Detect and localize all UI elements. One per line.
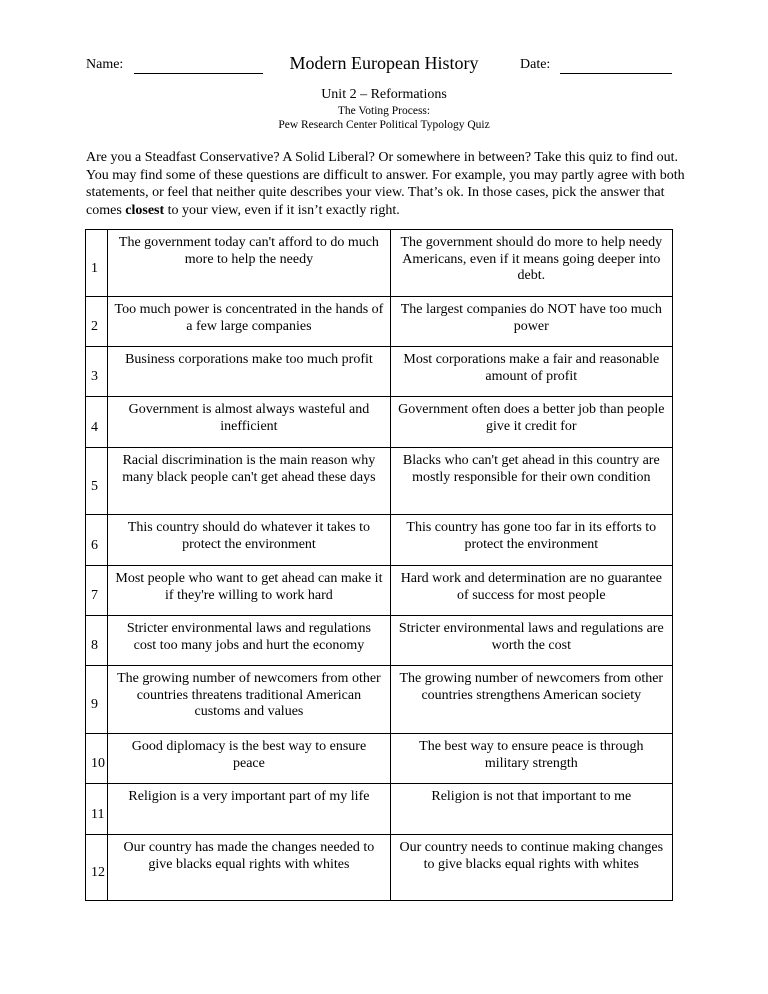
statement-a[interactable]: Most people who want to get ahead can make it if they're willing to work hard — [108, 566, 390, 616]
statement-b[interactable]: Blacks who can't get ahead in this country are mostly responsible for their own condition — [390, 448, 672, 515]
intro-paragraph — [86, 149, 690, 219]
question-number: 3 — [86, 347, 108, 397]
question-row — [86, 784, 673, 835]
subtitle-quiz-name: Pew Research Center Political Typology Quiz — [278, 119, 490, 131]
statement-b[interactable]: Hard work and determination are no guarantee of success for most people — [390, 566, 672, 616]
statement-a[interactable]: Stricter environmental laws and regulations cost too many jobs and hurt the economy — [108, 616, 390, 666]
date-label: Date: — [520, 57, 551, 72]
unit-heading: Unit 2 – Reformations — [321, 87, 447, 102]
question-row — [86, 448, 673, 515]
page-title: Modern European History — [289, 53, 479, 73]
statement-b[interactable]: Stricter environmental laws and regulations are worth the cost — [390, 616, 672, 666]
statement-a[interactable]: The government today can't afford to do much more to help the needy — [108, 230, 390, 297]
quiz-table — [85, 229, 673, 901]
question-number: 6 — [86, 515, 108, 566]
statement-b[interactable]: Government often does a better job than people give it credit for — [390, 397, 672, 448]
statement-a[interactable]: This country should do whatever it takes to protect the environment — [108, 515, 390, 566]
question-number: 7 — [86, 566, 108, 616]
statement-a[interactable]: Good diplomacy is the best way to ensure peace — [108, 734, 390, 784]
question-number: 9 — [86, 666, 108, 734]
intro-text-start: Are you a Steadfast Conservative? A Solid Liberal? Or somewhere in between? Take this quiz to find out. You may find some of these questions are difficult to answer. For example, you may partly agree with both statements, or feel that neither quite describes your view. That’s ok. In those cases, pick the answer that comes — [86, 150, 685, 218]
question-row — [86, 297, 673, 347]
statement-a[interactable]: Too much power is concentrated in the hands of a few large companies — [108, 297, 390, 347]
statement-a[interactable]: Government is almost always wasteful and inefficient — [108, 397, 390, 448]
statement-a[interactable]: Racial discrimination is the main reason why many black people can't get ahead these days — [108, 448, 390, 515]
subtitle-voting-process: The Voting Process: — [337, 105, 431, 117]
question-row — [86, 734, 673, 784]
question-row — [86, 230, 673, 297]
question-row — [86, 515, 673, 566]
question-row — [86, 835, 673, 901]
question-number: 1 — [86, 230, 108, 297]
question-number: 10 — [86, 734, 108, 784]
question-row — [86, 397, 673, 448]
statement-b[interactable]: Religion is not that important to me — [390, 784, 672, 835]
statement-a[interactable]: The growing number of newcomers from other countries threatens traditional American customs and values — [108, 666, 390, 734]
intro-bold-word: closest — [125, 202, 165, 218]
statement-a[interactable]: Our country has made the changes needed to give blacks equal rights with whites — [108, 835, 390, 901]
question-number: 11 — [86, 784, 108, 835]
statement-b[interactable]: The growing number of newcomers from other countries strengthens American society — [390, 666, 672, 734]
statement-b[interactable]: Our country needs to continue making changes to give blacks equal rights with whites — [390, 835, 672, 901]
statement-b[interactable]: Most corporations make a fair and reasonable amount of profit — [390, 347, 672, 397]
statement-b[interactable]: The largest companies do NOT have too much power — [390, 297, 672, 347]
intro-text-end: to your view, even if it isn’t exactly right. — [164, 202, 400, 218]
question-number: 4 — [86, 397, 108, 448]
statement-b[interactable]: The government should do more to help needy Americans, even if it means going deeper into debt. — [390, 230, 672, 297]
question-row — [86, 666, 673, 734]
question-row — [86, 616, 673, 666]
question-number: 12 — [86, 835, 108, 901]
question-number: 8 — [86, 616, 108, 666]
question-number: 5 — [86, 448, 108, 515]
name-label: Name: — [86, 57, 124, 72]
question-row — [86, 347, 673, 397]
statement-a[interactable]: Religion is a very important part of my life — [108, 784, 390, 835]
question-row — [86, 566, 673, 616]
question-number: 2 — [86, 297, 108, 347]
date-blank-line[interactable] — [560, 73, 672, 74]
statement-a[interactable]: Business corporations make too much profit — [108, 347, 390, 397]
statement-b[interactable]: The best way to ensure peace is through military strength — [390, 734, 672, 784]
statement-b[interactable]: This country has gone too far in its efforts to protect the environment — [390, 515, 672, 566]
